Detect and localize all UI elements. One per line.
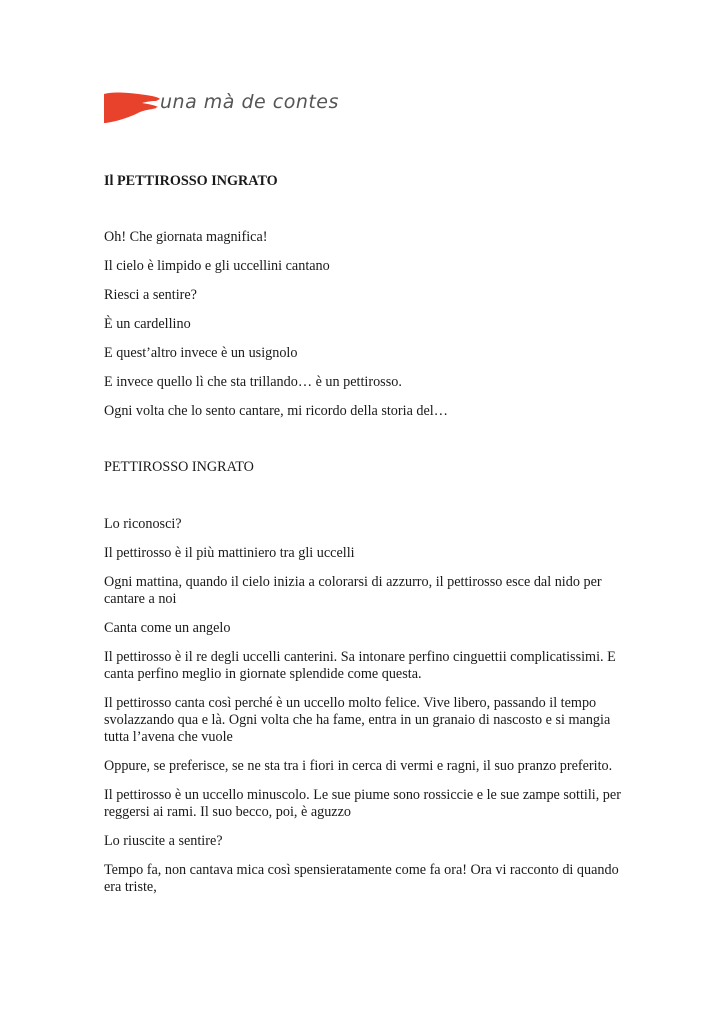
section-subtitle: PETTIROSSO INGRATO [104,459,254,475]
intro-line: E quest’altro invece è un usignolo [104,345,298,361]
body-paragraph: Il pettirosso è un uccello minuscolo. Le sue piume sono rossiccie e le sue zampe sottili, per reggersi ai rami. Il suo becco, poi, è aguzzo [104,787,621,820]
document-title: Il PETTIROSSO INGRATO [104,173,278,189]
intro-line: Ogni volta che lo sento cantare, mi ricordo della storia del… [104,403,448,419]
body-paragraph: Il pettirosso canta così perché è un uccello molto felice. Vive libero, passando il tempo svolazzando qua e là. Ogni volta che ha fame, entra in un granaio di nascosto e si mangia tutta l’avena che vuole [104,695,611,745]
logo [102,88,339,128]
intro-line: E invece quello lì che sta trillando… è un pettirosso. [104,374,402,390]
body-paragraph: Ogni mattina, quando il cielo inizia a colorarsi di azzurro, il pettirosso esce dal nido per cantare a noi [104,574,602,607]
body-paragraph: Canta come un angelo [104,620,231,636]
body-paragraph: Il pettirosso è il re degli uccelli canterini. Sa intonare perfino cinguettii complicatissimi. E canta perfino meglio in giornate splendide come questa. [104,649,616,682]
intro-line: Oh! Che giornata magnifica! [104,229,268,245]
intro-line: Riesci a sentire? [104,287,197,303]
brush-stroke-logo [102,88,162,128]
document-content [104,173,624,896]
body-paragraph: Tempo fa, non cantava mica così spensieratamente come fa ora! Ora vi racconto di quando era triste, [104,862,619,895]
body-paragraph: Lo riuscite a sentire? [104,833,223,849]
intro-line: Il cielo è limpido e gli uccellini cantano [104,258,330,274]
body-paragraph: Oppure, se preferisce, se ne sta tra i fiori in cerca di vermi e ragni, il suo pranzo preferito. [104,758,613,774]
intro-line: È un cardellino [104,316,191,332]
body-paragraph: Lo riconosci? [104,516,182,532]
body-paragraph: Il pettirosso è il più mattiniero tra gli uccelli [104,545,355,561]
logo-text: una mà de contes [160,91,339,113]
